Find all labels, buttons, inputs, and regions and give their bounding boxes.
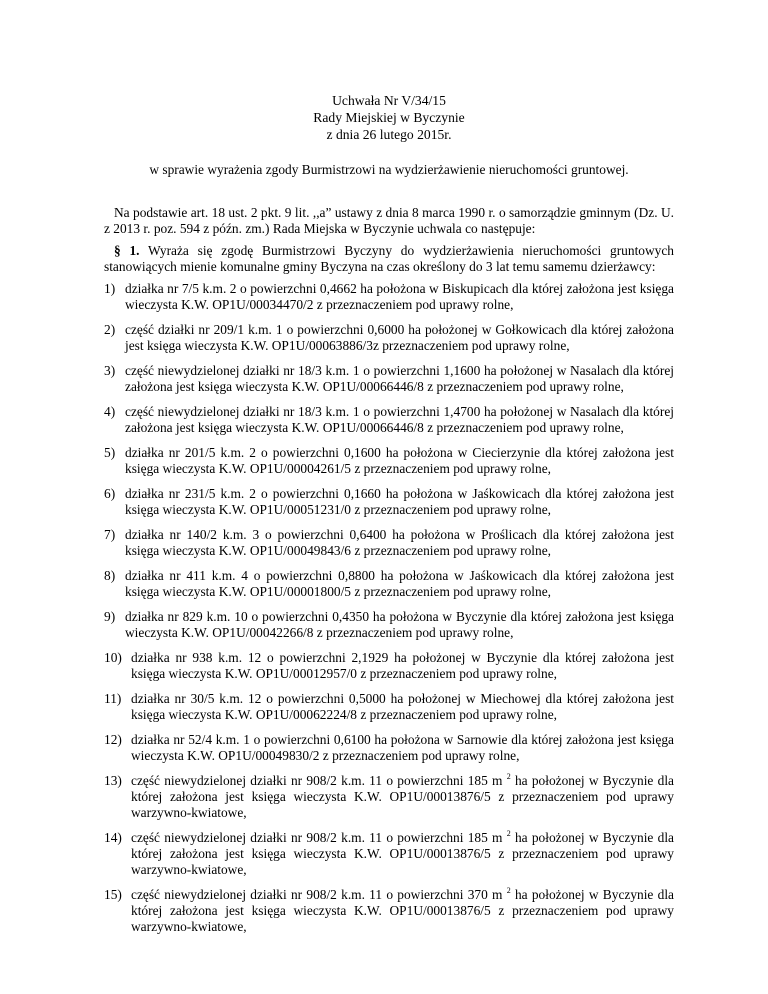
item-text: działka nr 231/5 k.m. 2 o powierzchni 0,1660 ha położona w Jaśkowicach dla której założona jest księga wieczysta K.W. OP1U/00051231/0 z przeznaczeniem pod uprawy rolne, [125, 486, 674, 517]
item-text-start: część niewydzielonej działki nr 908/2 k.m. 11 o powierzchni 185 m [131, 773, 507, 788]
item-number: 8) [104, 568, 116, 583]
item-number: 5) [104, 445, 116, 460]
item-number: 4) [104, 404, 116, 419]
list-item [104, 281, 674, 313]
list-item [104, 650, 674, 682]
item-number: 10) [104, 650, 122, 665]
list-item [104, 445, 674, 477]
item-number: 15) [104, 887, 122, 902]
item-text-end: ha położonej w Byczynie dla której założona jest księga wieczysta K.W. OP1U/00013876/5 z przeznaczeniem pod uprawy warzywno-kwiatowe, [131, 887, 674, 934]
paragraph-1 [104, 243, 674, 275]
legal-basis-paragraph: Na podstawie art. 18 ust. 2 pkt. 9 lit. ,,a” ustawy z dnia 8 marca 1990 r. o samorządzie gminnym (Dz. U. z 2013 r. poz. 594 z późn. zm.) Rada Miejska w Byczynie uchwala co następuje: [104, 205, 674, 236]
item-number: 3) [104, 363, 116, 378]
item-text: działka nr 52/4 k.m. 1 o powierzchni 0,6100 ha położona w Sarnowie dla której założona jest księga wieczysta K.W. OP1U/00049830/2 z przeznaczeniem pod uprawy rolne, [131, 732, 674, 763]
superscript-exponent: 2 [506, 829, 511, 838]
item-number: 9) [104, 609, 116, 624]
superscript-exponent: 2 [506, 886, 511, 895]
item-text: część działki nr 209/1 k.m. 1 o powierzchni 0,6000 ha położonej w Gołkowicach dla której założona jest księga wieczysta K.W. OP1U/00063886/3z przeznaczeniem pod uprawy rolne, [125, 322, 674, 353]
paragraph-1-text: Wyraża się zgodę Burmistrzowi Byczyny do wydzierżawienia nieruchomości gruntowych stanowiących mienie komunalne gminy Byczyna na czas określony do 3 lat temu samemu dzierżawcy: [104, 243, 674, 274]
item-text-start: część niewydzielonej działki nr 908/2 k.m. 11 o powierzchni 185 m [131, 830, 507, 845]
item-number: 12) [104, 732, 122, 747]
list-item [104, 732, 674, 764]
item-text: działka nr 7/5 k.m. 2 o powierzchni 0,4662 ha położona w Biskupicach dla której założona jest księga wieczysta K.W. OP1U/00034470/2 z przeznaczeniem pod uprawy rolne, [125, 281, 674, 312]
item-text: działka nr 829 k.m. 10 o powierzchni 0,4350 ha położona w Byczynie dla której założona jest księga wieczysta K.W. OP1U/00042266/8 z przeznaczeniem pod uprawy rolne, [125, 609, 674, 640]
item-text: część niewydzielonej działki nr 18/3 k.m. 1 o powierzchni 1,1600 ha położonej w Nasalach dla której założona jest księga wieczysta K.W. OP1U/00066446/8 z przeznaczeniem pod uprawy rolne, [125, 363, 674, 394]
list-item [104, 486, 674, 518]
item-text: działka nr 411 k.m. 4 o powierzchni 0,8800 ha położona w Jaśkowicach dla której założona jest księga wieczysta K.W. OP1U/00001800/5 z przeznaczeniem pod uprawy rolne, [125, 568, 674, 599]
item-text-end: ha położonej w Byczynie dla której założona jest księga wieczysta K.W. OP1U/00013876/5 z przeznaczeniem pod uprawy warzywno-kwiatowe, [131, 773, 674, 820]
item-text: działka nr 140/2 k.m. 3 o powierzchni 0,6400 ha położona w Proślicach dla której założona jest księga wieczysta K.W. OP1U/00049843/6 z przeznaczeniem pod uprawy rolne, [125, 527, 674, 558]
item-number: 1) [104, 281, 116, 296]
item-number: 2) [104, 322, 116, 337]
item-number: 11) [104, 691, 122, 706]
list-item [104, 691, 674, 723]
list-item [104, 322, 674, 354]
paragraph-1-label: § 1. [114, 243, 140, 258]
item-text: działka nr 30/5 k.m. 12 o powierzchni 0,5000 ha położonej w Miechowej dla której założona jest księga wieczysta K.W. OP1U/00062224/8 z przeznaczeniem pod uprawy rolne, [131, 691, 674, 722]
superscript-exponent: 2 [506, 772, 511, 781]
resolution-header [104, 92, 674, 143]
resolution-date: z dnia 26 lutego 2015r. [326, 127, 452, 142]
list-item [104, 830, 674, 878]
list-item [104, 609, 674, 641]
item-number: 13) [104, 773, 122, 788]
item-number: 6) [104, 486, 116, 501]
item-text-start: część niewydzielonej działki nr 908/2 k.m. 11 o powierzchni 370 m [131, 887, 507, 902]
item-number: 14) [104, 830, 122, 845]
item-text: działka nr 201/5 k.m. 2 o powierzchni 0,1600 ha położona w Ciecierzynie dla której założona jest księga wieczysta K.W. OP1U/00004261/5 z przeznaczeniem pod uprawy rolne, [125, 445, 674, 476]
item-text: część niewydzielonej działki nr 18/3 k.m. 1 o powierzchni 1,4700 ha położonej w Nasalach dla której założona jest księga wieczysta K.W. OP1U/00066446/8 z przeznaczeniem pod uprawy rolne, [125, 404, 674, 435]
parcel-list [104, 281, 674, 944]
item-number: 7) [104, 527, 116, 542]
list-item [104, 527, 674, 559]
resolution-subject: w sprawie wyrażenia zgody Burmistrzowi na wydzierżawienie nieruchomości gruntowej. [149, 162, 629, 177]
item-text-end: ha położonej w Byczynie dla której założona jest księga wieczysta K.W. OP1U/00013876/5 z przeznaczeniem pod uprawy warzywno-kwiatowe, [131, 830, 674, 877]
list-item [104, 363, 674, 395]
list-item [104, 404, 674, 436]
list-item [104, 773, 674, 821]
council-name: Rady Miejskiej w Byczynie [313, 110, 465, 125]
list-item [104, 887, 674, 935]
item-text: działka nr 938 k.m. 12 o powierzchni 2,1929 ha położonej w Byczynie dla której założona jest księga wieczysta K.W. OP1U/00012957/0 z przeznaczeniem pod uprawy rolne, [131, 650, 674, 681]
list-item [104, 568, 674, 600]
resolution-title: Uchwała Nr V/34/15 [332, 93, 446, 108]
